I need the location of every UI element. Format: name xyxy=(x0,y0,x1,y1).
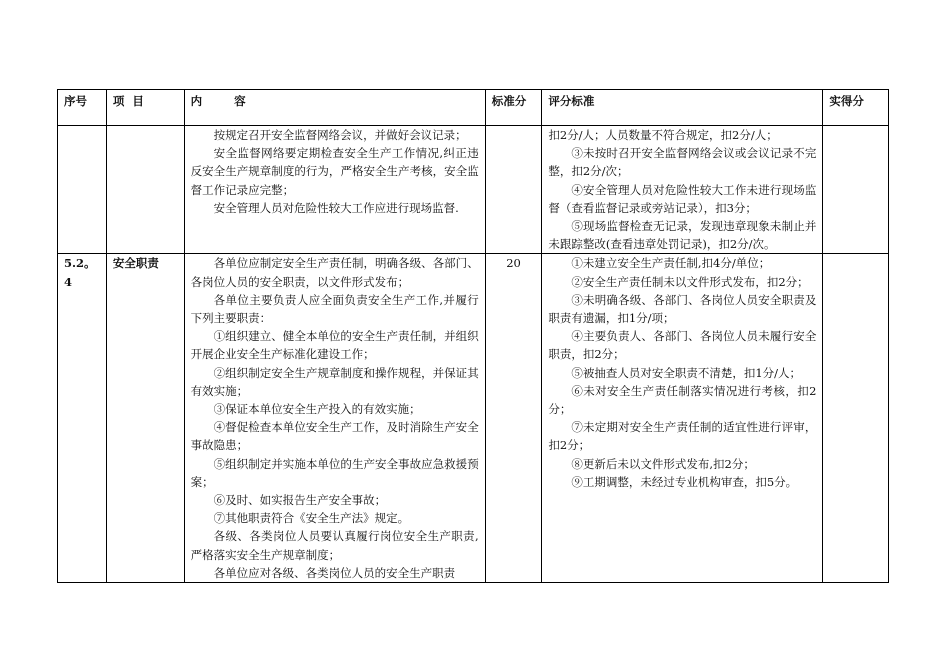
criteria-line: ⑦未定期对安全生产责任制的适宜性进行评审，扣2分； xyxy=(548,420,817,453)
row-criteria xyxy=(542,254,823,583)
criteria-line: ④安全管理人员对危险性较大工作未进行现场监督（查看监督记录或旁站记录），扣3分； xyxy=(548,182,817,215)
header-standard: 标准分 xyxy=(485,90,542,126)
criteria-line: ⑤被抽查人员对安全职责不清楚，扣1分/人； xyxy=(571,365,802,380)
row-standard xyxy=(485,126,542,254)
table-row xyxy=(58,254,889,583)
content-paragraph: 各单位主要负责人应全面负责安全生产工作,并履行下列主要职责： xyxy=(190,292,479,326)
criteria-line: ⑥未对安全生产责任制落实情况进行考核，扣2分； xyxy=(548,383,817,417)
criteria-line: 扣2分/人；人员数量不符合规定，扣2分/人； xyxy=(548,128,778,142)
content-paragraph: ⑤组织制定并实施本单位的生产安全事故应急救援预案； xyxy=(190,456,479,489)
table-header-row xyxy=(58,90,889,126)
criteria-line: ⑤现场监督检查无记录，发现违章现象未制止并未跟踪整改(查看违章处罚记录)，扣2分/次。 xyxy=(548,219,817,252)
content-paragraph: 各级、各类岗位人员要认真履行岗位安全生产职责,严格落实安全生产规章制度； xyxy=(190,529,479,562)
content-paragraph: ⑦其他职责符合《安全生产法》规定。 xyxy=(213,511,410,526)
row-actual xyxy=(823,254,889,583)
table-row xyxy=(58,126,889,254)
criteria-line: ②安全生产责任制未以文件形式发布，扣2分； xyxy=(571,274,809,289)
row-standard: 20 xyxy=(485,254,542,583)
criteria-line: ③未明确各级、各部门、各岗位人员安全职责及职责有遗漏，扣1分/项； xyxy=(548,292,817,326)
row-actual xyxy=(823,126,889,254)
content-paragraph: ④督促检查本单位安全生产工作，及时消除生产安全事故隐患； xyxy=(190,420,479,453)
criteria-line: ④主要负责人、各部门、各岗位人员未履行安全职责，扣2分； xyxy=(548,329,817,362)
header-item: 项 目 xyxy=(106,90,184,126)
row-item: 安全职责 xyxy=(106,254,184,583)
header-criteria: 评分标准 xyxy=(542,90,823,126)
content-paragraph: 安全监督网络要定期检查安全生产工作情况,纠正违反安全生产规章制度的行为，严格安全生产考核，安全监督工作记录应完整； xyxy=(190,146,479,197)
row-content xyxy=(184,254,485,583)
header-no: 序号 xyxy=(58,90,107,126)
content-paragraph: 各单位应制定安全生产责任制，明确各级、各部门、各岗位人员的安全职责，以文件形式发布； xyxy=(190,256,479,289)
content-paragraph: ②组织制定安全生产规章制度和操作规程，并保证其有效实施； xyxy=(190,365,479,398)
criteria-line: ③未按时召开安全监督网络会议或会议记录不完整，扣2分/次； xyxy=(548,146,817,179)
content-paragraph: 按规定召开安全监督网络会议，并做好会议记录； xyxy=(213,128,467,142)
content-paragraph: ①组织建立、健全本单位的安全生产责任制，并组织开展企业安全生产标准化建设工作； xyxy=(190,329,479,362)
header-actual: 实得分 xyxy=(823,90,889,126)
content-paragraph: 安全管理人员对危险性较大工作应进行现场监督. xyxy=(213,200,459,215)
scoring-table xyxy=(57,89,889,583)
criteria-line: ⑨工期调整，未经过专业机构审查，扣5分。 xyxy=(571,474,798,489)
content-paragraph: 各单位应对各级、各类岗位人员的安全生产职责 xyxy=(213,565,456,580)
row-content xyxy=(184,126,485,254)
criteria-line: ⑧更新后未以文件形式发布,扣2分； xyxy=(571,456,755,471)
row-criteria xyxy=(542,126,823,254)
row-item xyxy=(106,126,184,254)
content-paragraph: ⑥及时、如实报告生产安全事故； xyxy=(213,493,387,508)
header-content: 内 容 xyxy=(184,90,485,126)
criteria-line: ①未建立安全生产责任制,扣4分/单位； xyxy=(571,256,771,271)
content-paragraph: ③保证本单位安全生产投入的有效实施； xyxy=(213,402,421,417)
row-no xyxy=(58,126,107,254)
row-no: 5.2。4 xyxy=(58,254,107,583)
